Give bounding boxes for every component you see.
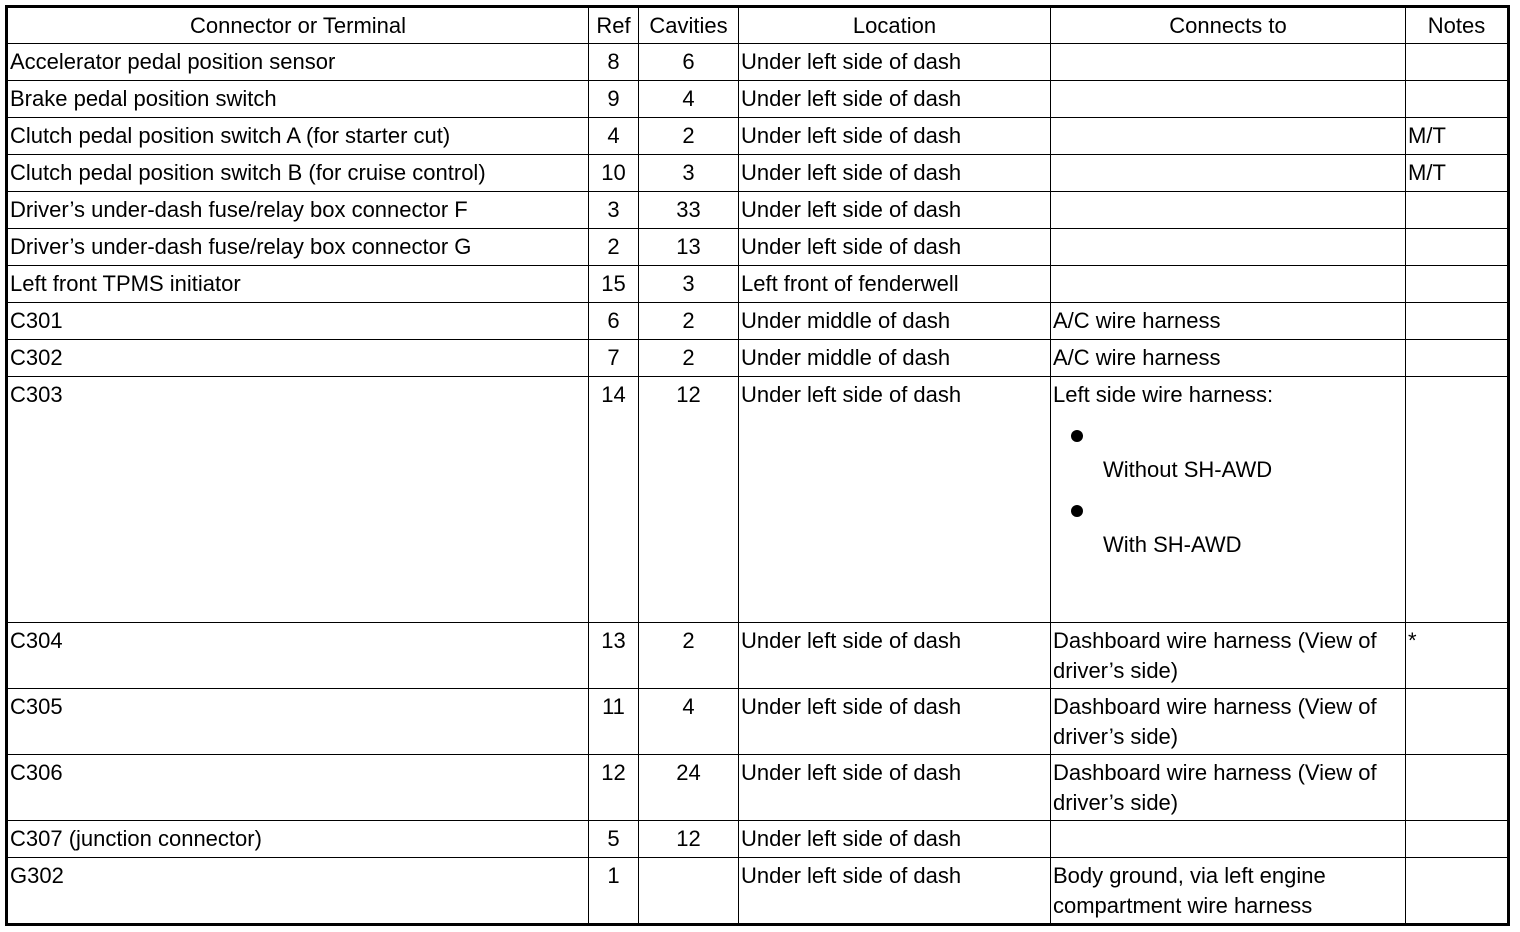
cell-connector: C301 [7, 303, 589, 340]
cell-location: Under left side of dash [739, 623, 1051, 689]
cell-connects-to [1051, 192, 1406, 229]
header-connector: Connector or Terminal [7, 7, 589, 44]
list-item [1053, 410, 1403, 485]
connects-to-heading: Left side wire harness: [1053, 382, 1274, 407]
cell-connector: G302 [7, 858, 589, 925]
list-item [1053, 485, 1403, 560]
cell-notes: * [1406, 623, 1509, 689]
cell-connector: Accelerator pedal position sensor [7, 44, 589, 81]
cell-location: Under middle of dash [739, 340, 1051, 377]
cell-ref: 8 [589, 44, 639, 81]
cell-connector: C305 [7, 689, 589, 755]
cell-notes [1406, 229, 1509, 266]
bullet-icon [1071, 505, 1083, 517]
header-ref: Ref [589, 7, 639, 44]
header-connects-to: Connects to [1051, 7, 1406, 44]
table-row [7, 192, 1509, 229]
cell-ref: 12 [589, 755, 639, 821]
header-location: Location [739, 7, 1051, 44]
cell-connects-to [1051, 229, 1406, 266]
cell-connects-to [1051, 155, 1406, 192]
cell-notes [1406, 44, 1509, 81]
cell-ref: 1 [589, 858, 639, 925]
cell-connector: Clutch pedal position switch B (for cruise control) [7, 155, 589, 192]
cell-cavities: 3 [639, 266, 739, 303]
cell-ref: 10 [589, 155, 639, 192]
cell-cavities: 2 [639, 118, 739, 155]
cell-notes [1406, 192, 1509, 229]
cell-connects-to [1051, 44, 1406, 81]
table-row [7, 340, 1509, 377]
cell-cavities: 2 [639, 623, 739, 689]
cell-ref: 13 [589, 623, 639, 689]
cell-connects-to: Dashboard wire harness (View of driver’s side) [1051, 755, 1406, 821]
table-row [7, 821, 1509, 858]
header-row [7, 7, 1509, 44]
cell-cavities: 2 [639, 340, 739, 377]
connector-table [5, 5, 1510, 926]
cell-cavities: 4 [639, 689, 739, 755]
cell-connects-to [1051, 821, 1406, 858]
cell-location: Under left side of dash [739, 44, 1051, 81]
cell-cavities: 4 [639, 81, 739, 118]
cell-cavities: 12 [639, 821, 739, 858]
cell-location: Under left side of dash [739, 192, 1051, 229]
cell-cavities: 2 [639, 303, 739, 340]
cell-connector: C302 [7, 340, 589, 377]
cell-notes [1406, 689, 1509, 755]
cell-connects-to: Body ground, via left engine compartment wire harness [1051, 858, 1406, 925]
table-row [7, 689, 1509, 755]
cell-location: Under left side of dash [739, 118, 1051, 155]
table-row [7, 858, 1509, 925]
cell-ref: 2 [589, 229, 639, 266]
variant-label: Without SH-AWD [1103, 457, 1273, 482]
cell-connects-to: Dashboard wire harness (View of driver’s side) [1051, 623, 1406, 689]
cell-cavities [639, 858, 739, 925]
header-cavities: Cavities [639, 7, 739, 44]
table-row [7, 303, 1509, 340]
cell-location: Under left side of dash [739, 377, 1051, 623]
cell-ref: 5 [589, 821, 639, 858]
cell-connects-to [1051, 377, 1406, 623]
table-row [7, 377, 1509, 623]
cell-notes [1406, 81, 1509, 118]
cell-location: Under middle of dash [739, 303, 1051, 340]
cell-ref: 11 [589, 689, 639, 755]
cell-notes: M/T [1406, 155, 1509, 192]
cell-location: Under left side of dash [739, 81, 1051, 118]
cell-notes [1406, 377, 1509, 623]
table-row [7, 755, 1509, 821]
cell-connector: C303 [7, 377, 589, 623]
cell-cavities: 3 [639, 155, 739, 192]
cell-connector: Driver’s under-dash fuse/relay box connector F [7, 192, 589, 229]
cell-cavities: 33 [639, 192, 739, 229]
cell-connector: C304 [7, 623, 589, 689]
cell-notes: M/T [1406, 118, 1509, 155]
cell-location: Under left side of dash [739, 155, 1051, 192]
cell-notes [1406, 755, 1509, 821]
cell-ref: 14 [589, 377, 639, 623]
cell-connects-to [1051, 266, 1406, 303]
cell-notes [1406, 821, 1509, 858]
cell-connects-to: A/C wire harness [1051, 303, 1406, 340]
cell-connector: C307 (junction connector) [7, 821, 589, 858]
cell-connects-to [1051, 118, 1406, 155]
cell-notes [1406, 340, 1509, 377]
cell-ref: 15 [589, 266, 639, 303]
cell-location: Left front of fenderwell [739, 266, 1051, 303]
variant-label: With SH-AWD [1103, 532, 1242, 557]
cell-ref: 6 [589, 303, 639, 340]
header-notes: Notes [1406, 7, 1509, 44]
cell-connects-to: Dashboard wire harness (View of driver’s side) [1051, 689, 1406, 755]
bullet-icon [1071, 430, 1083, 442]
cell-ref: 9 [589, 81, 639, 118]
cell-notes [1406, 858, 1509, 925]
cell-notes [1406, 266, 1509, 303]
cell-notes [1406, 303, 1509, 340]
table-row [7, 44, 1509, 81]
table-row [7, 118, 1509, 155]
cell-connector: Brake pedal position switch [7, 81, 589, 118]
cell-connector: Clutch pedal position switch A (for starter cut) [7, 118, 589, 155]
cell-cavities: 12 [639, 377, 739, 623]
cell-location: Under left side of dash [739, 858, 1051, 925]
table-row [7, 155, 1509, 192]
cell-cavities: 6 [639, 44, 739, 81]
cell-connects-to [1051, 81, 1406, 118]
cell-cavities: 13 [639, 229, 739, 266]
harness-variant-list [1053, 410, 1403, 560]
cell-connector: Left front TPMS initiator [7, 266, 589, 303]
cell-cavities: 24 [639, 755, 739, 821]
table-row [7, 229, 1509, 266]
cell-location: Under left side of dash [739, 229, 1051, 266]
cell-location: Under left side of dash [739, 821, 1051, 858]
cell-location: Under left side of dash [739, 755, 1051, 821]
cell-ref: 7 [589, 340, 639, 377]
cell-connector: Driver’s under-dash fuse/relay box connector G [7, 229, 589, 266]
cell-ref: 3 [589, 192, 639, 229]
cell-connects-to: A/C wire harness [1051, 340, 1406, 377]
cell-location: Under left side of dash [739, 689, 1051, 755]
table-row [7, 266, 1509, 303]
table-row [7, 81, 1509, 118]
cell-connector: C306 [7, 755, 589, 821]
table-row [7, 623, 1509, 689]
cell-ref: 4 [589, 118, 639, 155]
